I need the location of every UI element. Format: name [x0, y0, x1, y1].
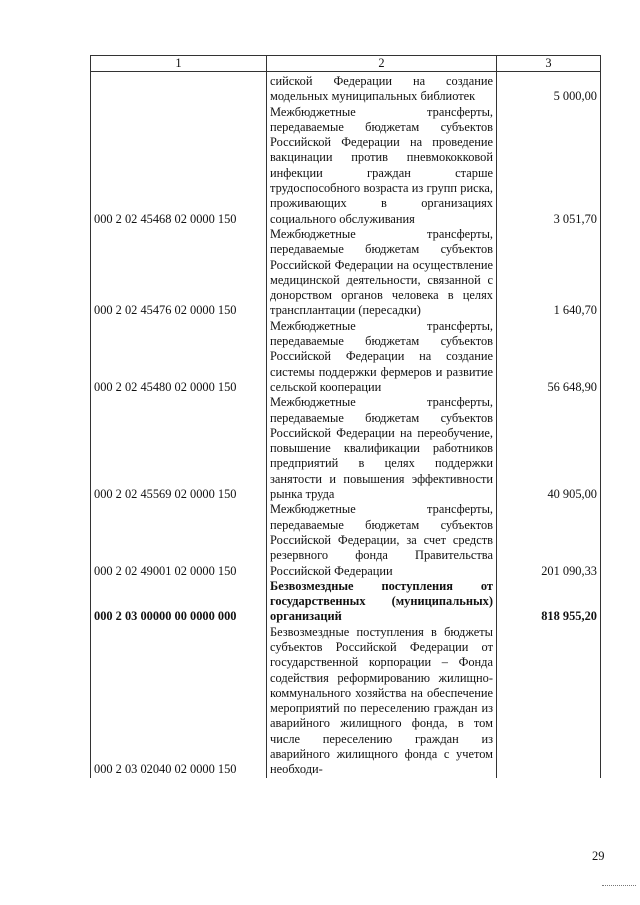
column-header-2: 2	[267, 56, 497, 72]
row-amount: 56 648,90	[497, 319, 601, 395]
table-row	[91, 502, 601, 578]
row-description: Безвозмездные поступления в бюджеты субъектов Российской Федерации от государственной корпорации – Фонда содействия реформированию жилищно-коммунального хозяйства на обеспечение мероприятий по переселению граждан из аварийного жилищного фонда, в том числе переселению граждан из аварийного жилищного фонда с учетом необходи-	[267, 625, 497, 778]
row-description: Межбюджетные трансферты, передаваемые бюджетам субъектов Российской Федерации на переобучение, повышение квалификации работников предприятий в целях поддержки занятости и повышения эффективности рынка труда	[267, 395, 497, 502]
row-amount: 201 090,33	[497, 502, 601, 578]
table-row-bold	[91, 579, 601, 625]
row-code: 000 2 03 02040 02 0000 150	[91, 625, 267, 778]
table-header-row	[91, 56, 601, 72]
row-amount: 818 955,20	[497, 579, 601, 625]
row-amount: 1 640,70	[497, 227, 601, 319]
row-description: Межбюджетные трансферты, передаваемые бюджетам субъектов Российской Федерации на проведение вакцинации против пневмококковой инфекции граждан старше трудоспособного возраста из групп риска, проживающих в организациях социального обслуживания	[267, 105, 497, 227]
row-code: 000 2 02 45476 02 0000 150	[91, 227, 267, 319]
row-code: 000 2 02 45468 02 0000 150	[91, 105, 267, 227]
row-amount	[497, 625, 601, 778]
column-header-1: 1	[91, 56, 267, 72]
row-description: Межбюджетные трансферты, передаваемые бюджетам субъектов Российской Федерации, за счет средств резервного фонда Правительства Российской Федерации	[267, 502, 497, 578]
table-row	[91, 105, 601, 227]
table-row	[91, 227, 601, 319]
row-code: 000 2 02 45569 02 0000 150	[91, 395, 267, 502]
table-row	[91, 72, 601, 105]
column-header-3: 3	[497, 56, 601, 72]
row-amount: 3 051,70	[497, 105, 601, 227]
budget-table	[90, 55, 601, 778]
table-row	[91, 319, 601, 395]
table-row	[91, 625, 601, 778]
row-description: Безвозмездные поступления от государственных (муниципальных) организаций	[267, 579, 497, 625]
row-code: 000 2 02 45480 02 0000 150	[91, 319, 267, 395]
row-amount: 5 000,00	[497, 72, 601, 105]
row-description: Межбюджетные трансферты, передаваемые бюджетам субъектов Российской Федерации на создание системы поддержки фермеров и развитие сельской кооперации	[267, 319, 497, 395]
row-code: 000 2 02 49001 02 0000 150	[91, 502, 267, 578]
row-code	[91, 72, 267, 105]
table-row	[91, 395, 601, 502]
row-code: 000 2 03 00000 00 0000 000	[91, 579, 267, 625]
row-amount: 40 905,00	[497, 395, 601, 502]
scan-mark	[602, 885, 636, 886]
page-number: 29	[592, 849, 605, 863]
row-description: сийской Федерации на создание модельных муниципальных библиотек	[267, 72, 497, 105]
row-description: Межбюджетные трансферты, передаваемые бюджетам субъектов Российской Федерации на осуществление медицинской деятельности, связанной с донорством органов человека в целях трансплантации (пересадки)	[267, 227, 497, 319]
